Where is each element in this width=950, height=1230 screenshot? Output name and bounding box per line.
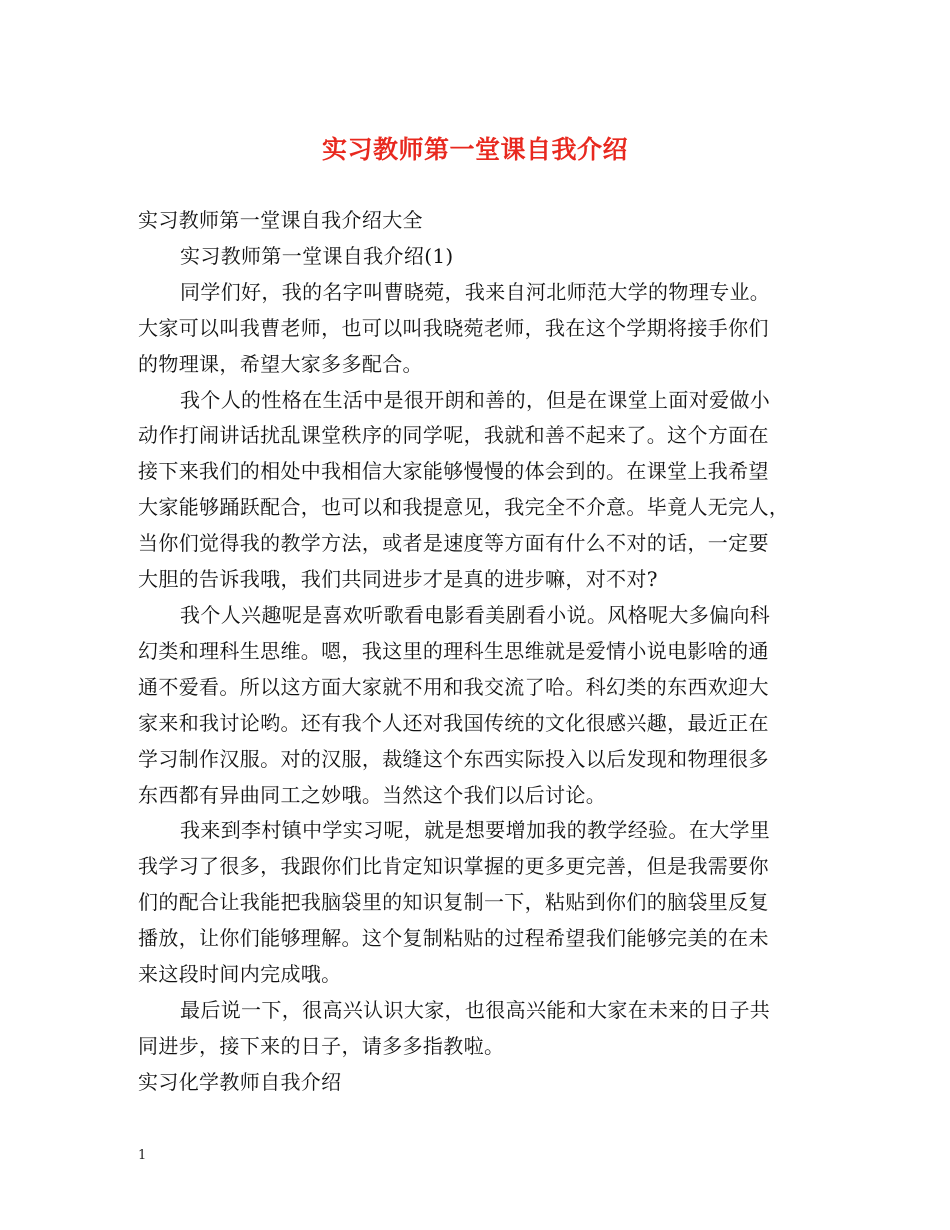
paragraph-line: 我个人的性格在生活中是很开朗和善的，但是在课堂上面对爱做小 [180, 387, 771, 412]
paragraph-line: 们的配合让我能把我脑袋里的知识复制一下，粘贴到你们的脑袋里反复 [138, 890, 769, 915]
heading-line: 实习教师第一堂课自我介绍大全 [138, 208, 423, 232]
paragraph-line: 同学们好，我的名字叫曹晓菀，我来自河北师范大学的物理专业。 [180, 279, 771, 304]
subheading-line: 实习教师第一堂课自我介绍(1) [180, 243, 454, 268]
paragraph-line: 家来和我讨论哟。还有我个人还对我国传统的文化很感兴趣，最近正在 [138, 710, 769, 735]
paragraph-line: 幻类和理科生思维。嗯，我这里的理科生思维就是爱情小说电影啥的通 [138, 638, 769, 663]
paragraph-line: 我个人兴趣呢是喜欢听歌看电影看美剧看小说。风格呢大多偏向科 [180, 602, 771, 627]
paragraph-line: 来这段时间内完成哦。 [138, 962, 342, 987]
paragraph-line: 当你们觉得我的教学方法，或者是速度等方面有什么不对的话，一定要 [138, 531, 769, 556]
document-body [138, 203, 822, 1101]
paragraph-line: 动作打闹讲话扰乱课堂秩序的同学呢，我就和善不起来了。这个方面在 [138, 423, 769, 448]
paragraph-line: 最后说一下，很高兴认识大家，也很高兴能和大家在未来的日子共 [180, 997, 771, 1022]
paragraph-line: 我学习了很多，我跟你们比肯定知识掌握的更多更完善，但是我需要你 [138, 854, 769, 879]
paragraph-line: 播放，让你们能够理解。这个复制粘贴的过程希望我们能够完美的在未 [138, 926, 769, 951]
paragraph-line: 东西都有异曲同工之妙哦。当然这个我们以后讨论。 [138, 782, 607, 807]
paragraph-line: 我来到李村镇中学实习呢，就是想要增加我的教学经验。在大学里 [180, 818, 771, 843]
paragraph-line: 的物理课，希望大家多多配合。 [138, 351, 423, 376]
heading-line: 实习化学教师自我介绍 [138, 1069, 342, 1094]
paragraph-line: 同进步，接下来的日子，请多多指教啦。 [138, 1033, 505, 1058]
paragraph-line: 通不爱看。所以这方面大家就不用和我交流了哈。科幻类的东西欢迎大 [138, 674, 769, 699]
page-number: 1 [138, 1148, 147, 1163]
paragraph-line: 接下来我们的相处中我相信大家能够慢慢的体会到的。在课堂上我希望 [138, 459, 769, 484]
paragraph-line: 大家可以叫我曹老师，也可以叫我晓菀老师，我在这个学期将接手你们 [138, 315, 769, 340]
paragraph-line: 大家能够踊跃配合，也可以和我提意见，我完全不介意。毕竟人无完人， [138, 495, 790, 520]
paragraph-line: 学习制作汉服。对的汉服，裁缝这个东西实际投入以后发现和物理很多 [138, 746, 769, 771]
document-title: 实习教师第一堂课自我介绍 [321, 135, 628, 164]
paragraph-line: 大胆的告诉我哦，我们共同进步才是真的进步嘛，对不对? [138, 567, 658, 592]
